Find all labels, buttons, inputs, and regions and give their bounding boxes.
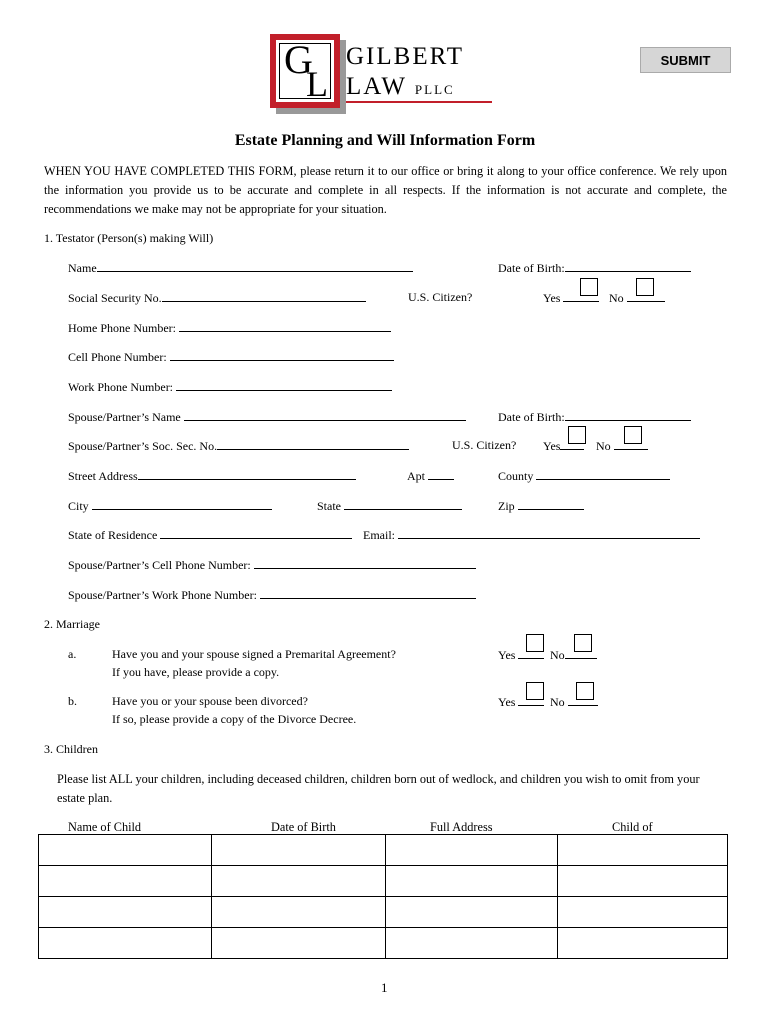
dob-label: Date of Birth: bbox=[498, 261, 565, 275]
divorce-yes-checkbox[interactable] bbox=[526, 682, 544, 700]
intro-paragraph: WHEN YOU HAVE COMPLETED THIS FORM, please return it to our office or bring it along to your office conference. We rely upon the information you provide us to be accurate and complete in all respects. If the information is not accurate and complete, the recommendations we make may not be appropriate for your situation. bbox=[44, 164, 727, 216]
zip-field[interactable] bbox=[498, 498, 584, 514]
divorce-question: Have you or your spouse been divorced? bbox=[112, 694, 308, 708]
divorce-yes-label: Yes bbox=[498, 695, 516, 709]
table-row bbox=[39, 897, 728, 928]
table-row bbox=[39, 835, 728, 866]
form-title: Estate Planning and Will Information Form bbox=[234, 132, 536, 149]
spouse-citizen-no-checkbox[interactable] bbox=[624, 426, 642, 444]
residence-field[interactable] bbox=[68, 527, 352, 543]
home-phone-field[interactable] bbox=[68, 320, 391, 336]
submit-button[interactable]: SUBMIT bbox=[640, 47, 731, 73]
ssn-field[interactable] bbox=[68, 290, 366, 306]
county-line[interactable] bbox=[536, 468, 670, 480]
logo-rule bbox=[346, 101, 492, 103]
county-field[interactable] bbox=[498, 468, 670, 484]
dob-field[interactable] bbox=[498, 260, 691, 276]
state-field[interactable] bbox=[317, 498, 462, 514]
spouse-work-label: Spouse/Partner’s Work Phone Number: bbox=[68, 588, 257, 602]
cell-phone-field[interactable] bbox=[68, 349, 394, 365]
col-name-of-child: Name of Child bbox=[68, 820, 142, 834]
prenup-no-checkbox[interactable] bbox=[574, 634, 592, 652]
logo-law-text: LAW bbox=[346, 73, 407, 100]
name-line[interactable] bbox=[97, 260, 413, 272]
spouse-dob-field[interactable] bbox=[498, 409, 691, 425]
table-cell[interactable] bbox=[558, 897, 728, 928]
home-phone-line[interactable] bbox=[179, 320, 391, 332]
apt-line[interactable] bbox=[428, 468, 454, 480]
spouse-name-line[interactable] bbox=[184, 409, 466, 421]
logo-law bbox=[346, 74, 455, 103]
table-cell[interactable] bbox=[558, 866, 728, 897]
prenup-note: If you have, please provide a copy. bbox=[112, 665, 280, 679]
spouse-work-field[interactable] bbox=[68, 587, 476, 603]
apt-field[interactable] bbox=[407, 468, 454, 484]
table-row bbox=[39, 928, 728, 959]
prenup-question: Have you and your spouse signed a Premarital Agreement? bbox=[112, 647, 396, 661]
table-cell[interactable] bbox=[39, 866, 212, 897]
street-line[interactable] bbox=[138, 468, 356, 480]
table-cell[interactable] bbox=[558, 835, 728, 866]
spouse-cell-field[interactable] bbox=[68, 557, 476, 573]
logo-letter-g: G bbox=[284, 37, 313, 82]
work-phone-label: Work Phone Number: bbox=[68, 380, 174, 394]
table-cell[interactable] bbox=[39, 928, 212, 959]
work-phone-field[interactable] bbox=[68, 379, 392, 395]
children-instructions: Please list ALL your children, including deceased children, children born out of wedlock, and children you wish to omit from your estate plan. bbox=[57, 772, 700, 805]
table-cell[interactable] bbox=[211, 928, 386, 959]
apt-label: Apt bbox=[407, 469, 425, 483]
city-label: City bbox=[68, 499, 89, 513]
divorce-no-label: No bbox=[550, 695, 565, 709]
spouse-name-field[interactable] bbox=[68, 409, 466, 425]
col-date-of-birth: Date of Birth bbox=[271, 820, 336, 834]
state-label: State bbox=[317, 499, 341, 513]
spouse-citizen-no-label: No bbox=[596, 439, 611, 453]
divorce-no-checkbox[interactable] bbox=[576, 682, 594, 700]
spouse-ssn-field[interactable] bbox=[68, 438, 409, 454]
zip-line[interactable] bbox=[518, 498, 584, 510]
name-label: Name bbox=[68, 261, 97, 275]
citizen-yes-checkbox[interactable] bbox=[580, 278, 598, 296]
citizen-no-checkbox[interactable] bbox=[636, 278, 654, 296]
logo-pllc: PLLC bbox=[414, 82, 455, 97]
spouse-cell-line[interactable] bbox=[254, 557, 476, 569]
children-table bbox=[38, 834, 728, 959]
spouse-citizen-yes-label: Yes bbox=[543, 439, 561, 453]
table-cell[interactable] bbox=[39, 835, 212, 866]
state-line[interactable] bbox=[344, 498, 462, 510]
divorce-note: If so, please provide a copy of the Divorce Decree. bbox=[112, 712, 357, 726]
spouse-ssn-label: Spouse/Partner’s Soc. Sec. No. bbox=[68, 439, 218, 453]
prenup-yes-label: Yes bbox=[498, 648, 516, 662]
prenup-yes-checkbox[interactable] bbox=[526, 634, 544, 652]
table-row bbox=[39, 866, 728, 897]
city-field[interactable] bbox=[68, 498, 272, 514]
spouse-dob-line[interactable] bbox=[565, 409, 691, 421]
ssn-label: Social Security No. bbox=[68, 291, 162, 305]
table-cell[interactable] bbox=[558, 928, 728, 959]
q-a-label: a. bbox=[68, 647, 77, 661]
logo-letter-l: L bbox=[306, 64, 328, 104]
section2-heading: 2. Marriage bbox=[44, 617, 100, 631]
spouse-work-line[interactable] bbox=[260, 587, 476, 599]
table-cell[interactable] bbox=[386, 835, 558, 866]
zip-label: Zip bbox=[498, 499, 515, 513]
col-full-address: Full Address bbox=[430, 820, 493, 834]
ssn-line[interactable] bbox=[162, 290, 366, 302]
table-cell[interactable] bbox=[386, 928, 558, 959]
spouse-name-label: Spouse/Partner’s Name bbox=[68, 410, 181, 424]
table-cell[interactable] bbox=[39, 897, 212, 928]
residence-label: State of Residence bbox=[68, 528, 158, 542]
email-line[interactable] bbox=[398, 527, 700, 539]
citizen-label: U.S. Citizen? bbox=[408, 290, 473, 304]
table-cell[interactable] bbox=[386, 897, 558, 928]
spouse-citizen-label: U.S. Citizen? bbox=[452, 438, 517, 452]
section1-heading: 1. Testator (Person(s) making Will) bbox=[44, 231, 214, 245]
logo-gilbert: GILBERT bbox=[346, 43, 465, 70]
county-label: County bbox=[498, 469, 534, 483]
email-field[interactable] bbox=[363, 527, 700, 543]
cell-phone-line[interactable] bbox=[170, 349, 394, 361]
section3-heading: 3. Children bbox=[44, 742, 98, 756]
spouse-ssn-line[interactable] bbox=[217, 438, 409, 450]
spouse-cell-label: Spouse/Partner’s Cell Phone Number: bbox=[68, 558, 251, 572]
table-cell[interactable] bbox=[211, 866, 386, 897]
prenup-no-label: No bbox=[550, 648, 565, 662]
email-label: Email: bbox=[363, 528, 395, 542]
spouse-dob-label: Date of Birth: bbox=[498, 410, 565, 424]
spouse-citizen-yes-checkbox[interactable] bbox=[568, 426, 586, 444]
name-field[interactable] bbox=[68, 260, 413, 276]
work-phone-line[interactable] bbox=[176, 379, 392, 391]
table-cell[interactable] bbox=[386, 866, 558, 897]
home-phone-label: Home Phone Number: bbox=[68, 321, 176, 335]
table-cell[interactable] bbox=[211, 835, 386, 866]
citizen-no-label: No bbox=[609, 291, 624, 305]
residence-line[interactable] bbox=[160, 527, 352, 539]
citizen-yes-label: Yes bbox=[543, 291, 561, 305]
street-label: Street Address bbox=[68, 469, 138, 483]
cell-phone-label: Cell Phone Number: bbox=[68, 350, 167, 364]
q-b-label: b. bbox=[68, 694, 77, 708]
table-cell[interactable] bbox=[211, 897, 386, 928]
street-field[interactable] bbox=[68, 468, 356, 484]
page-number: 1 bbox=[381, 980, 388, 995]
city-line[interactable] bbox=[92, 498, 272, 510]
dob-line[interactable] bbox=[565, 260, 691, 272]
col-child-of: Child of bbox=[612, 820, 653, 834]
